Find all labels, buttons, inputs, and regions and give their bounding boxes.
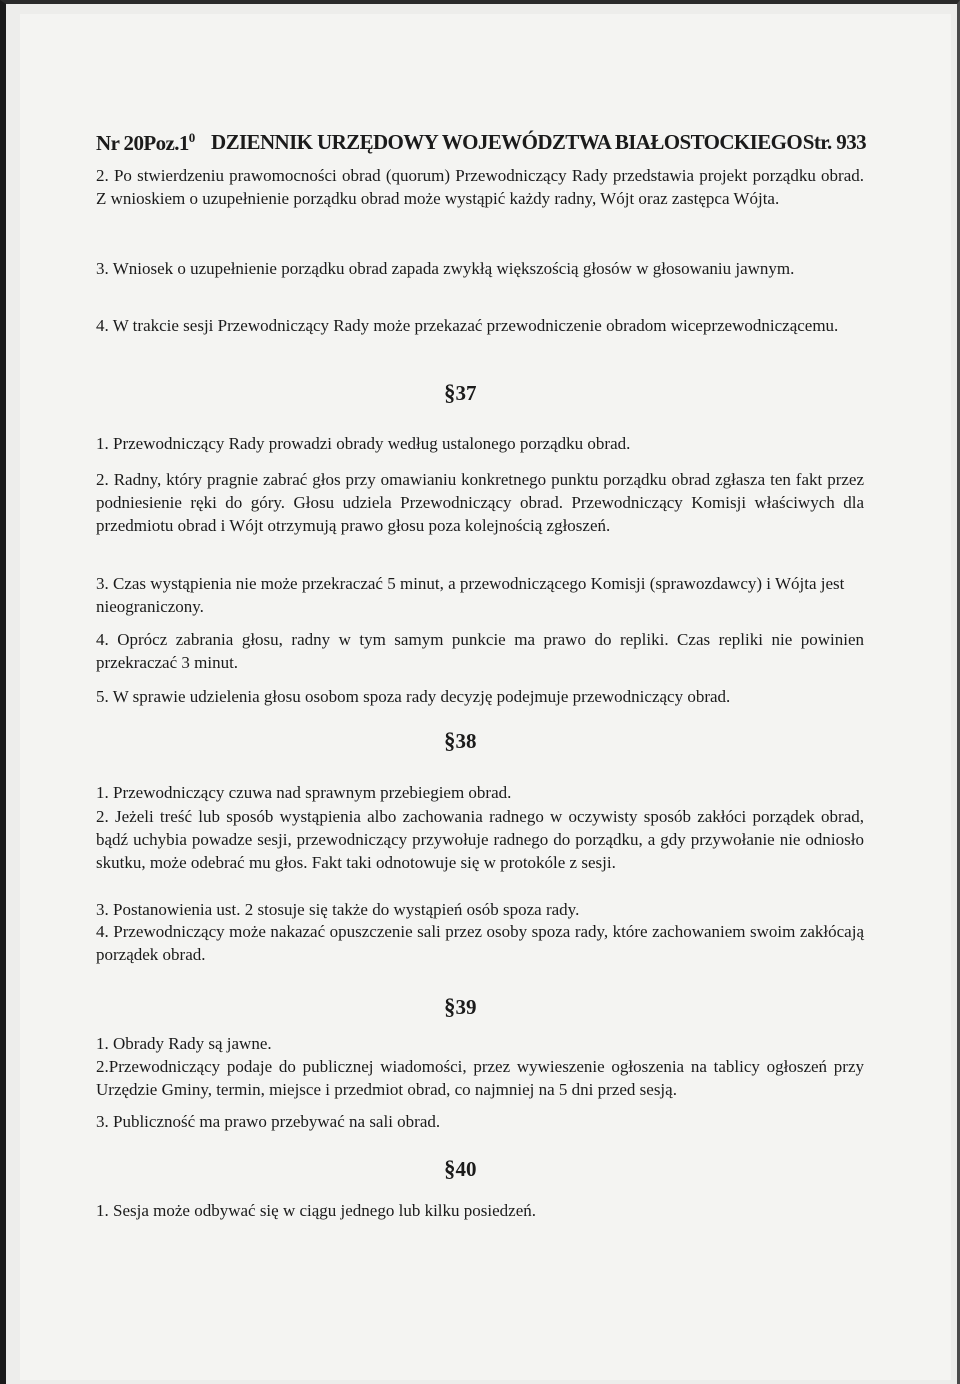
issue-number: Nr $20Poz.1^0$ <box>96 130 195 155</box>
paragraph-39-item-1: 1. Obrady Rady są jawne. <box>96 1034 272 1053</box>
paragraph-37-item-1: 1. Przewodniczący Rady prowadzi obrady według ustalonego porządku obrad. <box>96 434 631 453</box>
paragraph-37-item-5: 5. W sprawie udzielenia głosu osobom spoza rady decyzję podejmuje przewodniczący obrad. <box>96 687 731 706</box>
section-heading-38: §38 <box>444 728 477 753</box>
paragraph-40-item-1: 1. Sesja może odbywać się w ciągu jednego lub kilku posiedzeń. <box>96 1201 536 1220</box>
paragraph-38-item-3: 3. Postanowienia ust. 2 stosuje się także do wystąpień osób spoza rady. <box>96 900 580 919</box>
section-heading-37: §37 <box>444 380 477 405</box>
paragraph-36-item-3: 3. Wniosek o uzupełnienie porządku obrad zapada zwykłą większością głosów w głosowaniu jawnym. <box>96 259 795 278</box>
paragraph-37-item-3: 3. Czas wystąpienia nie może przekraczać 5 minut, a przewodniczącego Komisji (sprawozdawcy) i Wójta jest nieograniczony. <box>96 574 845 616</box>
section-heading-39: §39 <box>444 994 477 1019</box>
paragraph-38-item-4: 4. Przewodniczący może nakazać opuszczenie sali przez osoby spoza rady, które zachowaniem swoim zakłócają porządek obrad. <box>96 922 864 964</box>
section-heading-40: §40 <box>444 1156 477 1181</box>
paragraph-36-item-4: 4. W trakcie sesji Przewodniczący Rady może przekazać przewodniczenie obradom wiceprzewodniczącemu. <box>96 316 839 335</box>
journal-title: DZIENNIK URZĘDOWY WOJEWÓDZTWA BIAŁOSTOCKIEGO <box>211 130 803 154</box>
paragraph-39-item-2: 2.Przewodniczący podaje do publicznej wiadomości, przez wywieszenie ogłoszenia na tablicy ogłoszeń przy Urzędzie Gminy, termin, miejsce i przedmiot obrad, co najmniej na 5 dni przed sesją. <box>96 1057 864 1099</box>
paragraph-36-item-2: 2. Po stwierdzeniu prawomocności obrad (quorum) Przewodniczący Rady przedstawia projekt porządku obrad. Z wnioskiem o uzupełnienie porządku obrad może wystąpić każdy radny, Wójt oraz zastępca Wójta. <box>96 166 864 208</box>
paragraph-37-item-2: 2. Radny, który pragnie zabrać głos przy omawianiu konkretnego punktu porządku obrad zgłasza ten fakt przez podniesienie ręki do góry. Głosu udziela Przewodniczący obrad. Przewodniczący Komisji właściwych dla przedmiotu obrad i Wójt otrzymują prawo głosu poza kolejnością zgłoszeń. <box>96 470 864 535</box>
paragraph-38-item-1: 1. Przewodniczący czuwa nad sprawnym przebiegiem obrad. <box>96 783 512 802</box>
paragraph-39-item-3: 3. Publiczność ma prawo przebywać na sali obrad. <box>96 1112 441 1131</box>
paragraph-38-item-2: 2. Jeżeli treść lub sposób wystąpienia albo zachowania radnego w oczywisty sposób zakłóci porządek obrad, bądź uchybia powadze sesji, przewodniczący przywołuje radnego do porządku, a gdy przywołanie nie odniosło skutku, może odebrać mu głos. Fakt taki odnotowuje się w protokóle z sesji. <box>96 807 864 872</box>
page-number: Str. 933 <box>802 130 866 154</box>
paragraph-37-item-4: 4. Oprócz zabrania głosu, radny w tym samym punkcie ma prawo do repliki. Czas repliki nie powinien przekraczać 3 minut. <box>96 630 864 672</box>
